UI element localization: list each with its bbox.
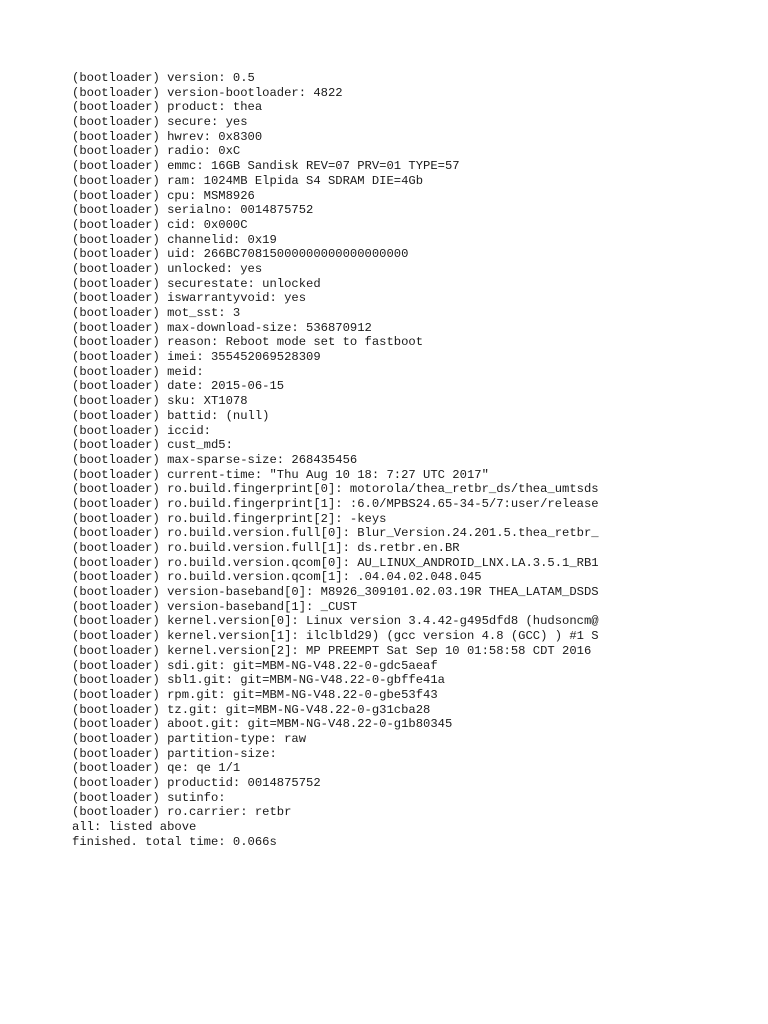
log-line: (bootloader) ram: 1024MB Elpida S4 SDRAM DIE=4Gb: [72, 173, 424, 188]
log-line: (bootloader) iccid:: [72, 423, 211, 438]
log-line: (bootloader) date: 2015-06-15: [72, 379, 285, 394]
log-line: (bootloader) uid: 266BC70815000000000000000000: [72, 247, 409, 262]
log-line: (bootloader) current-time: "Thu Aug 10 18: 7:27 UTC 2017": [72, 467, 489, 482]
log-line: (bootloader) serialno: 0014875752: [72, 203, 314, 218]
log-line: (bootloader) unlocked: yes: [72, 261, 263, 276]
log-line: all: listed above: [72, 820, 197, 835]
log-line: (bootloader) version-baseband[1]: _CUST: [72, 599, 358, 614]
log-line: (bootloader) productid: 0014875752: [72, 776, 321, 790]
log-line: (bootloader) iswarrantyvoid: yes: [72, 291, 307, 306]
log-line: (bootloader) version-bootloader: 4822: [72, 85, 343, 100]
log-line: (bootloader) emmc: 16GB Sandisk REV=07 PRV=01 TYPE=57: [72, 159, 460, 174]
log-line: (bootloader) ro.build.version.qcom[1]: .04.04.02.048.045: [72, 570, 482, 585]
log-line: (bootloader) sku: XT1078: [72, 394, 248, 409]
log-line: (bootloader) secure: yes: [72, 115, 248, 130]
fastboot-output-log: [72, 71, 752, 849]
log-line: (bootloader) sutinfo:: [72, 790, 226, 805]
log-line: (bootloader) sbl1.git: git=MBM-NG-V48.22-0-gbffe41a: [72, 673, 445, 688]
log-line: (bootloader) mot_sst: 3: [72, 306, 241, 320]
log-line: (bootloader) ro.build.version.qcom[0]: AU_LINUX_ANDROID_LNX.LA.3.5.1_RB1: [72, 555, 599, 570]
log-line: (bootloader) kernel.version[0]: Linux version 3.4.42-g495dfd8 (hudsoncm@: [72, 614, 599, 629]
log-line: (bootloader) imei: 355452069528309: [72, 350, 321, 365]
log-line: (bootloader) ro.build.fingerprint[2]: -keys: [72, 511, 387, 526]
log-line: (bootloader) tz.git: git=MBM-NG-V48.22-0-g31cba28: [72, 702, 431, 717]
log-line: (bootloader) sdi.git: git=MBM-NG-V48.22-0-gdc5aeaf: [72, 658, 438, 673]
log-line: (bootloader) kernel.version[1]: ilclbld29) (gcc version 4.8 (GCC) ) #1 S: [72, 629, 599, 644]
log-line: finished. total time: 0.066s: [72, 834, 277, 849]
log-line: (bootloader) channelid: 0x19: [72, 232, 277, 247]
log-line: (bootloader) version-baseband[0]: M8926_309101.02.03.19R THEA_LATAM_DSDS: [72, 585, 599, 600]
log-line: (bootloader) ro.carrier: retbr: [72, 805, 292, 820]
log-line: (bootloader) radio: 0xC: [72, 144, 241, 159]
log-line: (bootloader) partition-type: raw: [72, 731, 307, 746]
log-line: (bootloader) securestate: unlocked: [72, 276, 321, 291]
log-line: (bootloader) cid: 0x000C: [72, 217, 248, 232]
log-line: (bootloader) rpm.git: git=MBM-NG-V48.22-0-gbe53f43: [72, 687, 438, 702]
log-line: (bootloader) battid: (null): [72, 408, 270, 423]
log-line: (bootloader) ro.build.version.full[0]: Blur_Version.24.201.5.thea_retbr_: [72, 526, 599, 541]
log-line: (bootloader) hwrev: 0x8300: [72, 129, 263, 144]
log-line: (bootloader) cust_md5:: [72, 438, 233, 453]
log-line: (bootloader) partition-size:: [72, 746, 277, 761]
log-line: (bootloader) ro.build.fingerprint[0]: motorola/thea_retbr_ds/thea_umtsds: [72, 482, 599, 497]
log-line: (bootloader) max-sparse-size: 268435456: [72, 452, 358, 467]
log-line: (bootloader) ro.build.fingerprint[1]: :6.0/MPBS24.65-34-5/7:user/release: [72, 496, 599, 511]
log-line: (bootloader) max-download-size: 536870912: [72, 320, 372, 335]
log-line: (bootloader) cpu: MSM8926: [72, 188, 255, 203]
log-line: (bootloader) product: thea: [72, 100, 263, 115]
log-line: (bootloader) qe: qe 1/1: [72, 761, 241, 776]
log-line: (bootloader) kernel.version[2]: MP PREEMPT Sat Sep 10 01:58:58 CDT 2016: [72, 643, 592, 658]
log-line: (bootloader) version: 0.5: [72, 71, 255, 85]
log-line: (bootloader) aboot.git: git=MBM-NG-V48.22-0-g1b80345: [72, 717, 453, 732]
log-line: (bootloader) ro.build.version.full[1]: ds.retbr.en.BR: [72, 541, 460, 555]
log-line: (bootloader) meid:: [72, 364, 204, 379]
log-line: (bootloader) reason: Reboot mode set to fastboot: [72, 335, 424, 350]
